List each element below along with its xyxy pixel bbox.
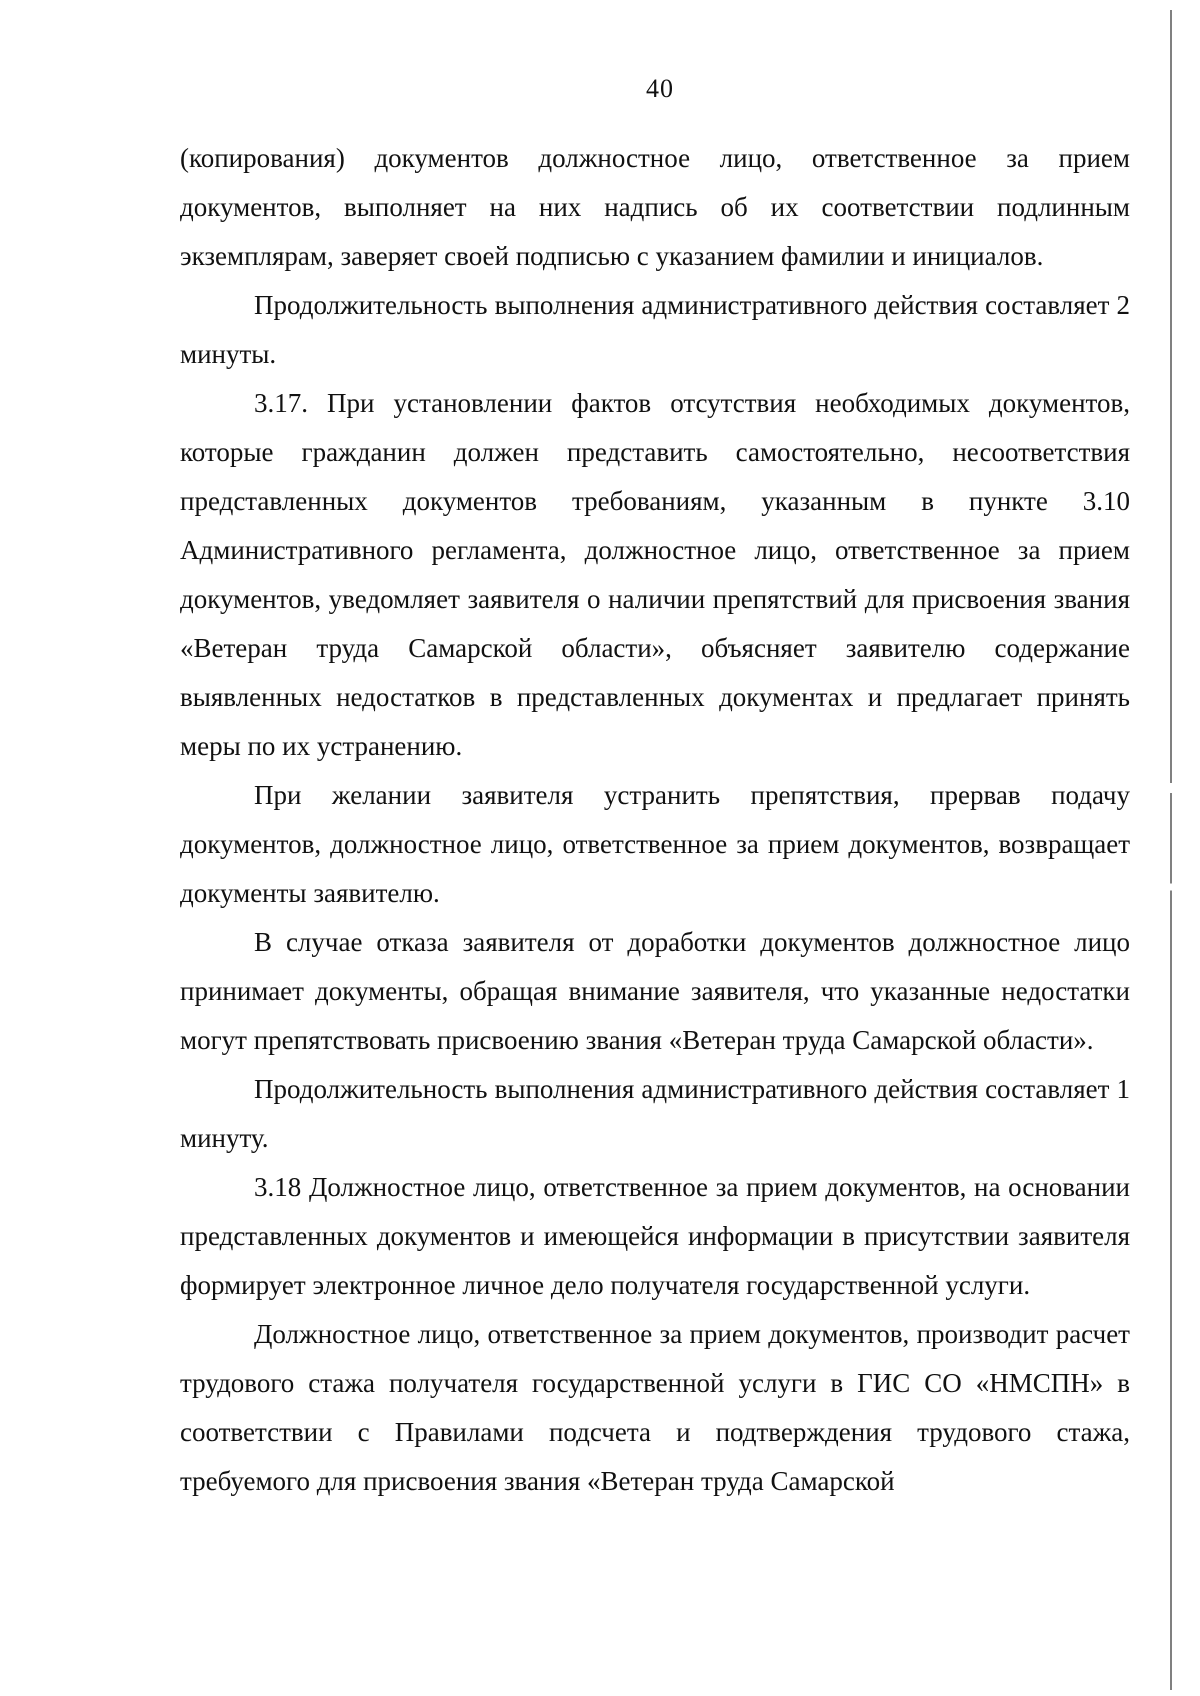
paragraph-3-18: 3.18 Должностное лицо, ответственное за прием документов, на основании представленных документов и имеющейся информации в присутствии заявителя формирует электронное личное дело получателя государственной услуги. [180,1172,1130,1300]
paragraph-refusal-case: В случае отказа заявителя от доработки документов должностное лицо принимает документы, обращая внимание заявителя, что указанные недостатки могут препятствовать присвоению звания «Ветеран труда Самарской области». [180,927,1130,1055]
paragraph-3-17: 3.17. При установлении фактов отсутствия необходимых документов, которые гражданин должен представить самостоятельно, несоответствия представленных документов требованиям, указанным в пункте 3.10 Административного регламента, должностное лицо, ответственное за прием документов, уведомляет заявителя о наличии препятствий для присвоения звания «Ветеран труда Самарской области», объясняет заявителю содержание выявленных недостатков в представленных документах и предлагает принять меры по их устранению. [180,388,1130,761]
document-body [180,134,1130,1506]
paragraph-duration-2-minutes: Продолжительность выполнения административного действия составляет 2 минуты. [180,290,1130,369]
paragraph-duration-1-minute: Продолжительность выполнения административного действия составляет 1 минуту. [180,1074,1130,1153]
paragraph-return-documents: При желании заявителя устранить препятствия, прервав подачу документов, должностное лицо, ответственное за прием документов, возвращает документы заявителю. [180,780,1130,908]
paragraph-seniority-calculation: Должностное лицо, ответственное за прием документов, производит расчет трудового стажа получателя государственной услуги в ГИС СО «НМСПН» в соответствии с Правилами подсчета и подтверждения трудового стажа, требуемого для присвоения звания «Ветеран труда Самарской [180,1319,1130,1496]
scan-edge-line [1170,10,1172,1690]
page-number: 40 [646,74,674,103]
paragraph-copying-certification: (копирования) документов должностное лицо, ответственное за прием документов, выполняет на них надпись об их соответствии подлинным экземплярам, заверяет своей подписью с указанием фамилии и инициалов. [180,143,1130,271]
